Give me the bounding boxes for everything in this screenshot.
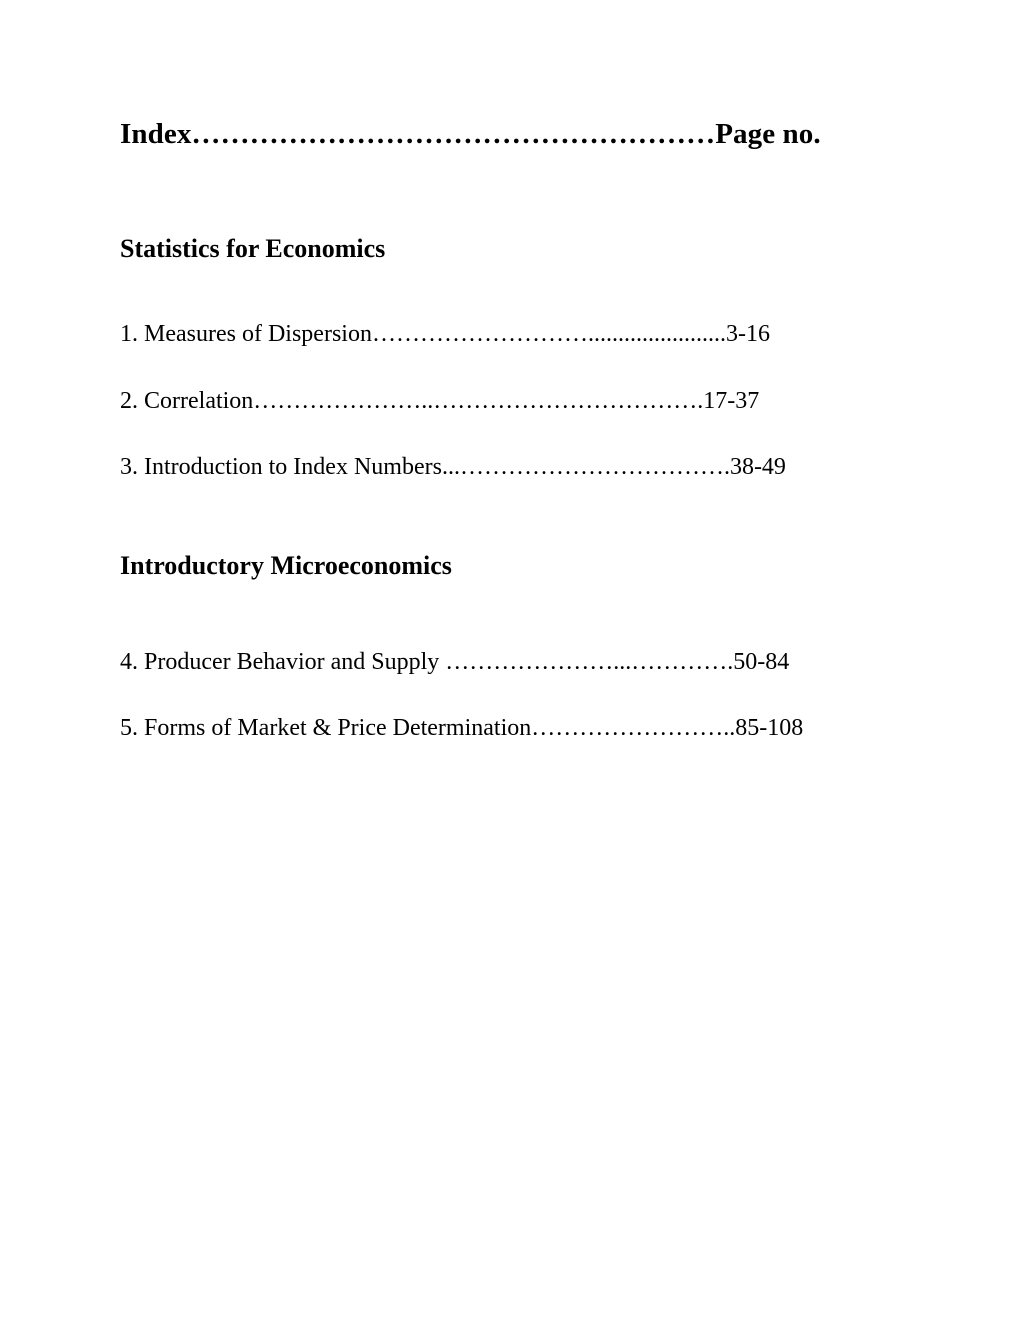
- toc-entry: 4. Producer Behavior and Supply …………………...………….50-84: [120, 649, 790, 675]
- toc-entry: 3. Introduction to Index Numbers...…………………………….38-49: [120, 454, 786, 480]
- toc-entry: 1. Measures of Dispersion……………………….......................3-16: [120, 321, 770, 347]
- section-title-microeconomics: Introductory Microeconomics: [120, 551, 452, 580]
- toc-entry: 2. Correlation…………………..…………………………….17-37: [120, 388, 760, 414]
- toc-entry: 5. Forms of Market & Price Determination……………………..85-108: [120, 715, 804, 741]
- index-heading: Index………………………………………………Page no.: [120, 118, 821, 150]
- section-title-statistics: Statistics for Economics: [120, 234, 386, 263]
